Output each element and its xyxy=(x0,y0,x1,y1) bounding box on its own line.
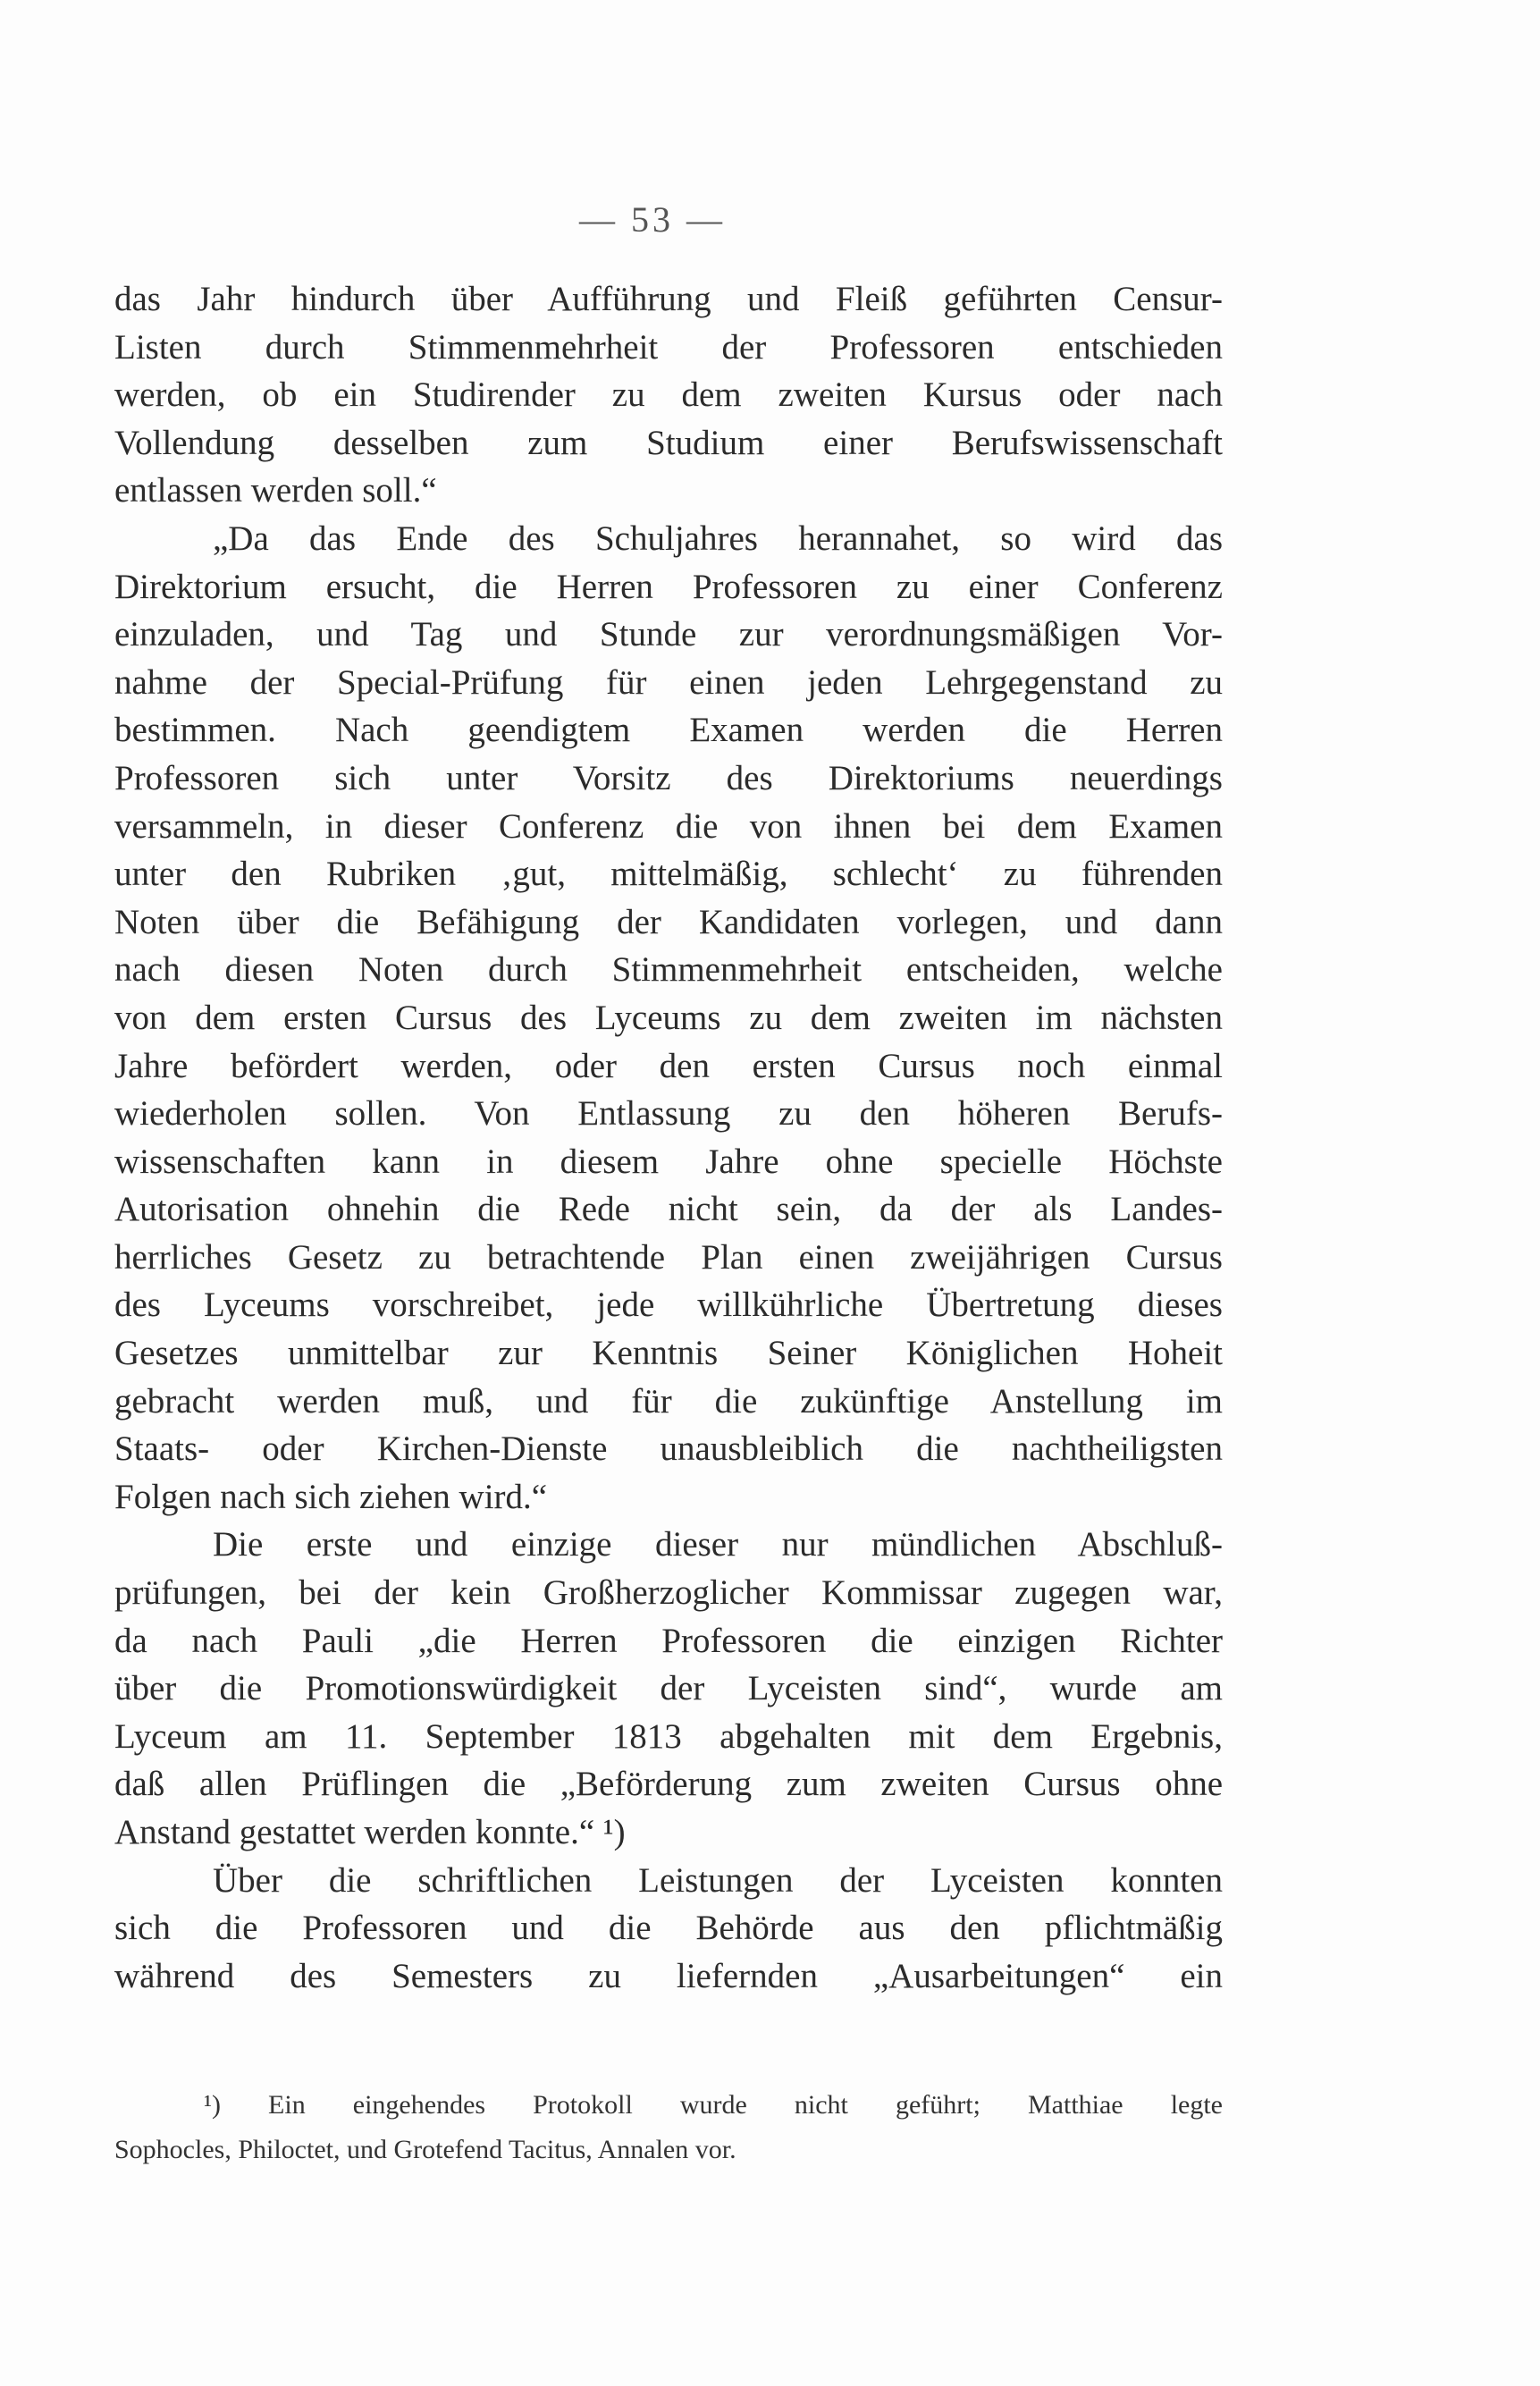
text-line: Jahre befördert werden, oder den ersten Cursus noch einmal xyxy=(114,1046,1223,1085)
footnote-line: Sophocles, Philoctet, und Grotefend Tacitus, Annalen vor. xyxy=(114,2135,736,2164)
text-line: werden, ob ein Studirender zu dem zweiten Kursus oder nach xyxy=(114,375,1223,415)
text-line: des Lyceums vorschreibet, jede willkührliche Übertretung dieses xyxy=(114,1286,1223,1325)
text-line: Folgen nach sich ziehen wird.“ xyxy=(114,1477,548,1516)
text-line: wiederholen sollen. Von Entlassung zu den höheren Berufs- xyxy=(114,1094,1223,1134)
body-text xyxy=(114,275,1223,2000)
footnote xyxy=(114,2083,1223,2172)
text-line: Lyceum am 11. September 1813 abgehalten mit dem Ergebnis, xyxy=(114,1716,1223,1756)
text-line: Staats- oder Kirchen-Dienste unausbleiblich die nachtheiligsten xyxy=(114,1429,1223,1469)
text-line: wissenschaften kann in diesem Jahre ohne specielle Höchste xyxy=(114,1142,1223,1181)
text-line: das Jahr hindurch über Aufführung und Fleiß geführten Censur- xyxy=(114,280,1223,318)
text-line: versammeln, in dieser Conferenz die von ihnen bei dem Examen xyxy=(114,806,1223,846)
page-number: — 53 — xyxy=(579,199,726,240)
text-line: Listen durch Stimmenmehrheit der Professoren entschieden xyxy=(114,327,1223,367)
text-line: prüfungen, bei der kein Großherzoglicher Kommissar zugegen war, xyxy=(114,1573,1223,1613)
text-line: bestimmen. Nach geendigtem Examen werden die Herren xyxy=(114,711,1223,750)
text-line: nach diesen Noten durch Stimmenmehrheit entscheiden, welche xyxy=(114,950,1223,990)
text-line: herrliches Gesetz zu betrachtende Plan einen zweijährigen Cursus xyxy=(114,1237,1223,1277)
text-line: Anstand gestattet werden konnte.“ ¹) xyxy=(114,1813,626,1851)
text-line: während des Semesters zu liefernden „Ausarbeitungen“ ein xyxy=(114,1956,1223,1995)
text-line: von dem ersten Cursus des Lyceums zu dem zweiten im nächsten xyxy=(114,998,1223,1037)
text-line: Vollendung desselben zum Studium einer Berufswissenschaft xyxy=(114,423,1223,462)
text-line: einzuladen, und Tag und Stunde zur verordnungsmäßigen Vor- xyxy=(114,615,1223,654)
text-line: Die erste und einzige dieser nur mündlichen Abschluß- xyxy=(213,1525,1223,1564)
text-line: nahme der Special-Prüfung für einen jeden Lehrgegenstand zu xyxy=(114,662,1223,702)
text-line: Noten über die Befähigung der Kandidaten vorlegen, und dann xyxy=(114,902,1223,941)
text-line: Direktorium ersucht, die Herren Professoren zu einer Conferenz xyxy=(114,567,1223,606)
text-line: über die Promotionswürdigkeit der Lyceisten sind“, wurde am xyxy=(114,1669,1223,1708)
text-line: daß allen Prüflingen die „Beförderung zum zweiten Cursus ohne xyxy=(114,1765,1223,1804)
text-line: „Da das Ende des Schuljahres herannahet, so wird das xyxy=(213,519,1223,558)
text-line: Autorisation ohnehin die Rede nicht sein, da der als Landes- xyxy=(114,1190,1223,1229)
text-line: Professoren sich unter Vorsitz des Direktoriums neuerdings xyxy=(114,758,1223,797)
text-line: sich die Professoren und die Behörde aus den pflichtmäßig xyxy=(114,1909,1223,1948)
text-line: unter den Rubriken ‚gut, mittelmäßig, schlecht‘ zu führenden xyxy=(114,855,1223,894)
text-line: entlassen werden soll.“ xyxy=(114,471,437,510)
text-line: Über die schriftlichen Leistungen der Lyceisten konnten xyxy=(213,1860,1223,1900)
footnote-line: ¹) Ein eingehendes Protokoll wurde nicht geführt; Matthiae legte xyxy=(204,2090,1223,2120)
text-line: gebracht werden muß, und für die zukünftige Anstellung im xyxy=(114,1381,1223,1421)
text-line: Gesetzes unmittelbar zur Kenntnis Seiner Königlichen Hoheit xyxy=(114,1334,1223,1373)
text-line: da nach Pauli „die Herren Professoren die einzigen Richter xyxy=(114,1621,1223,1660)
